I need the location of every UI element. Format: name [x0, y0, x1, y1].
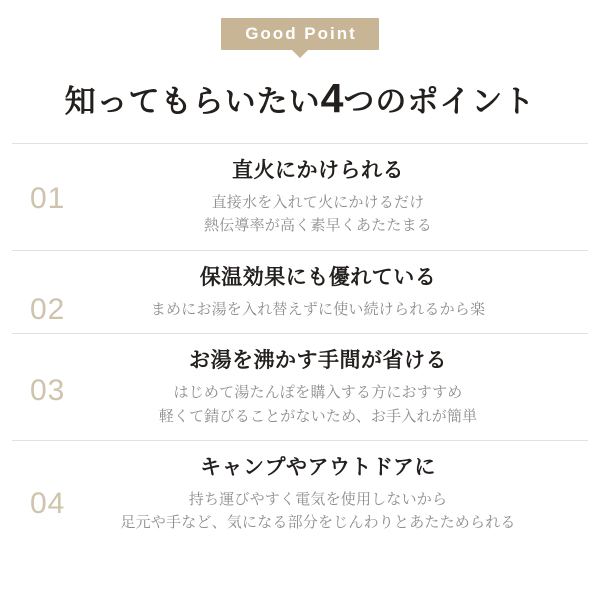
point-heading: キャンプやアウトドアに [200, 455, 436, 479]
page-title [0, 76, 600, 121]
point-body [12, 158, 588, 238]
point-heading: お湯を沸かす手間が省ける [189, 349, 447, 373]
point-body [12, 265, 588, 321]
point-body [12, 348, 588, 428]
point-body [12, 455, 588, 535]
points-list [0, 143, 600, 547]
list-item [12, 143, 588, 250]
point-heading: 直火にかけられる [232, 159, 404, 182]
page-title-suffix: つのポイント [343, 84, 536, 119]
point-description-line: 軽くて錆びることがないため、お手入れが簡単 [158, 407, 478, 425]
good-point-badge: Good Point [221, 18, 379, 50]
list-item [12, 333, 588, 440]
point-description-line: 直接水を入れて火にかけるだけ [211, 194, 425, 212]
page-title-prefix: 知ってもらいたい [64, 84, 321, 119]
point-number: 04 [30, 486, 66, 520]
point-number: 02 [30, 292, 66, 326]
page-title-number: 4 [320, 75, 344, 121]
point-description-line: 熱伝導率が高く素早くあたたまる [203, 217, 432, 235]
badge-holder [221, 18, 379, 50]
point-number: 03 [30, 374, 66, 408]
point-description [58, 298, 578, 321]
point-description [58, 488, 578, 535]
point-description-line: はじめて湯たんぽを購入する方におすすめ [173, 384, 463, 402]
point-description-line: まめにお湯を入れ替えずに使い続けられるから楽 [150, 300, 486, 318]
point-description-line: 足元や手など、気になる部分をじんわりとあたためられる [120, 514, 516, 532]
badge-container [0, 0, 600, 50]
point-heading: 保温効果にも優れている [199, 265, 437, 289]
point-number: 01 [30, 182, 66, 215]
point-description [58, 381, 578, 428]
list-item [12, 250, 588, 333]
point-description-line: 持ち運びやすく電気を使用しないから [188, 491, 448, 508]
point-description [58, 191, 578, 238]
list-item [12, 440, 588, 547]
